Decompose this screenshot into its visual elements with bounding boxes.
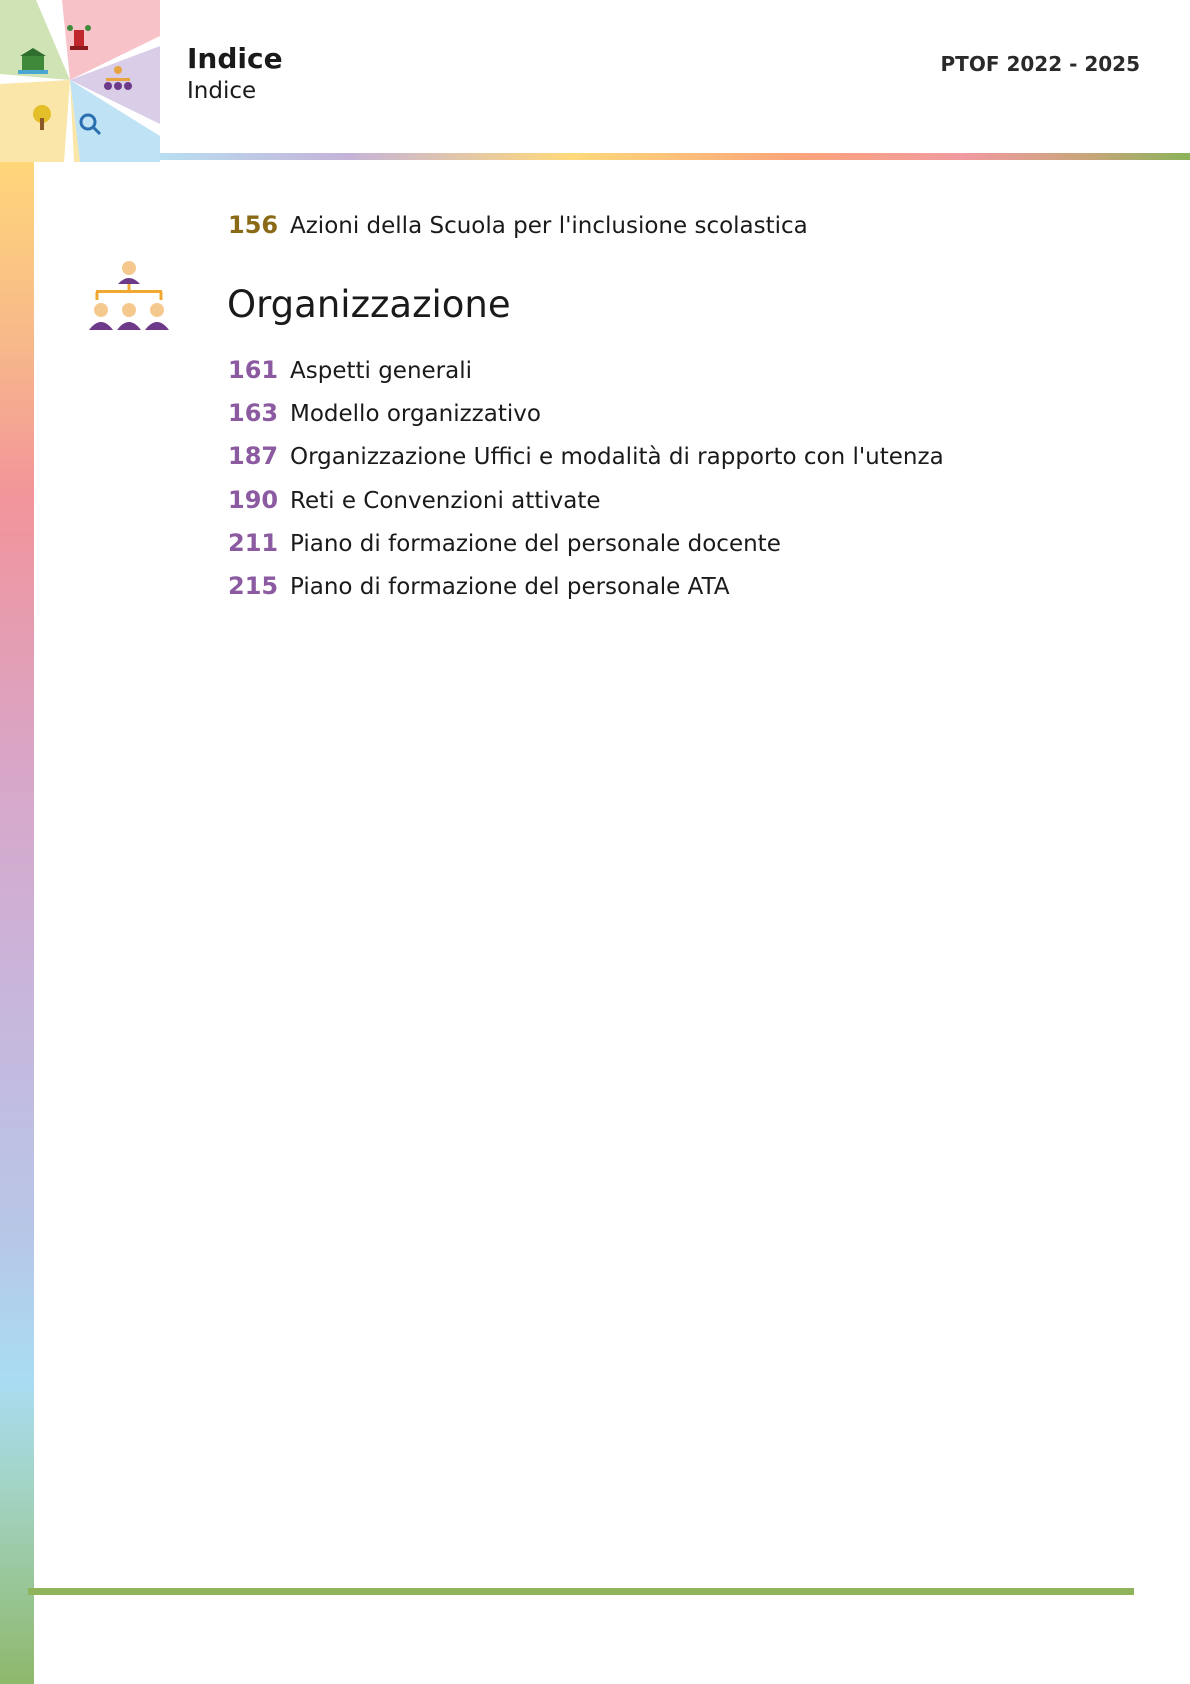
toc-entry-label: Piano di formazione del personale docente [290, 531, 781, 557]
toc-page-number: 190 [228, 486, 279, 514]
toc-page-number: 156 [228, 211, 279, 239]
toc-page-number: 211 [228, 529, 279, 557]
toc-page-number: 215 [228, 572, 279, 600]
toc-entry[interactable] [228, 356, 472, 388]
header-title-block [187, 42, 283, 106]
side-color-bar [0, 162, 34, 1684]
section-title: Organizzazione [227, 283, 511, 326]
toc-page-number: 161 [228, 356, 279, 384]
organization-chart-icon [86, 258, 172, 332]
toc-entry-label: Aspetti generali [290, 358, 473, 384]
toc-page-number: 163 [228, 399, 279, 427]
page-subtitle: Indice [187, 78, 257, 104]
toc-entry[interactable] [228, 399, 541, 431]
ptof-logo [0, 0, 160, 162]
document-label: PTOF 2022 - 2025 [940, 52, 1140, 76]
toc-entry-label: Reti e Convenzioni attivate [290, 488, 601, 514]
toc-entry[interactable] [228, 529, 781, 561]
toc-entry-label: Organizzazione Uffici e modalità di rapporto con l'utenza [290, 444, 944, 470]
toc-entry[interactable] [228, 442, 944, 474]
footer-divider [28, 1588, 1134, 1595]
toc-entry[interactable] [228, 486, 601, 518]
toc-entry-label: Piano di formazione del personale ATA [290, 574, 730, 600]
page-title: Indice [187, 42, 283, 75]
toc-page-number: 187 [228, 442, 279, 470]
toc-entry-label: Modello organizzativo [290, 401, 541, 427]
toc-entry-label: Azioni della Scuola per l'inclusione scolastica [290, 213, 808, 239]
toc-entry[interactable] [228, 572, 730, 604]
header-divider [160, 153, 1190, 160]
toc-entry[interactable] [228, 211, 808, 243]
